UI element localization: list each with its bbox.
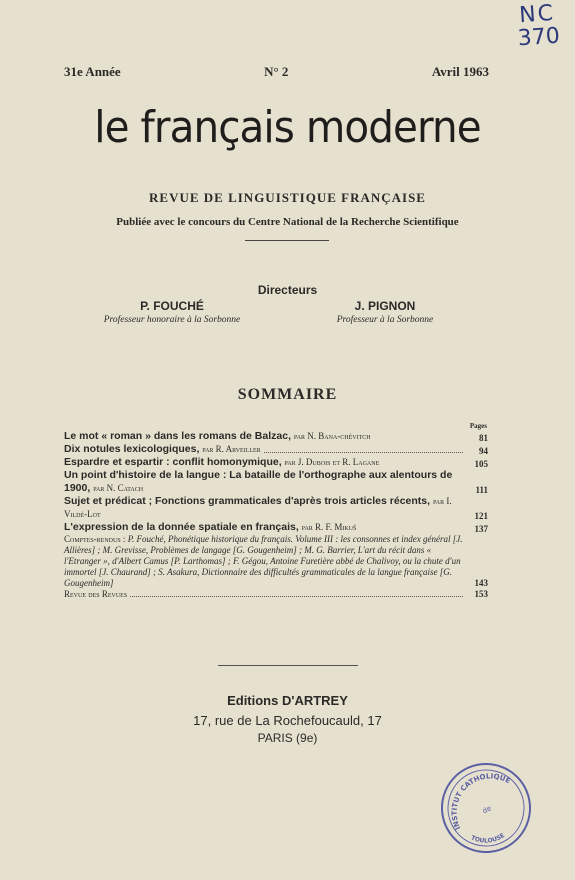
director-name: P. FOUCHÉ — [140, 299, 204, 313]
publication-note: Publiée avec le concours du Centre National de la Recherche Scientifique — [116, 216, 459, 228]
toc-title: Dix notules lexicologiques, — [64, 443, 200, 455]
publisher-name: Editions D'ARTREY — [227, 693, 348, 708]
publisher-city: PARIS (9e) — [257, 731, 318, 745]
contents-heading: SOMMAIRE — [237, 386, 338, 403]
handwritten-line-1: NC — [518, 0, 556, 29]
journal-title: le français moderne — [94, 102, 481, 153]
toc-page: 105 — [474, 459, 488, 469]
stamp-middle-text: de — [481, 804, 493, 816]
toc-page: 121 — [474, 511, 488, 521]
toc-author: par N. Catach — [93, 483, 144, 493]
toc-title: Sujet et prédicat ; Fonctions grammaticales d'après trois articles récents, — [64, 495, 431, 507]
toc-title: Le mot « roman » dans les romans de Balzac, — [64, 430, 291, 442]
toc-page: 143 — [474, 578, 488, 588]
pages-label: Pages — [469, 422, 487, 430]
toc-page: 137 — [474, 524, 488, 534]
toc-entry — [64, 521, 488, 534]
toc-author: par N. Bana-chévitch — [293, 431, 371, 441]
director-role: Professeur à la Sorbonne — [336, 315, 434, 325]
director-role: Professeur honoraire à la Sorbonne — [103, 315, 241, 325]
divider — [218, 665, 358, 666]
dot-leader — [264, 452, 463, 453]
directors-heading: Directeurs — [257, 283, 318, 297]
toc-entry — [64, 456, 488, 469]
stamp-top-text: INSTITUT CATHOLIQUE — [450, 772, 512, 831]
director-right — [300, 299, 470, 325]
director-left — [74, 299, 270, 325]
toc-title: Un point d'histoire de la langue : La bataille de l'orthographe aux alentours de 1900, — [64, 469, 453, 494]
toc-page: 81 — [479, 433, 488, 443]
toc-title: L'expression de la donnée spatiale en français, — [64, 521, 299, 533]
issue-year: 31e Année — [64, 64, 121, 79]
dot-leader — [130, 596, 463, 597]
handwritten-line-2: 370 — [516, 23, 561, 52]
toc-entry — [64, 430, 488, 443]
toc-author: par I. Vildé-Lot — [64, 496, 452, 519]
handwritten-shelfmark — [515, 1, 560, 52]
issue-date: Avril 1963 — [431, 64, 489, 79]
publisher-address: 17, rue de La Rochefoucauld, 17 — [193, 713, 382, 728]
toc-page: 94 — [479, 446, 488, 456]
issue-header — [64, 64, 489, 80]
revues-label: Revue des Revues — [64, 589, 128, 599]
toc-author: par R. F. Mikuš — [301, 522, 357, 532]
director-name: J. PIGNON — [354, 299, 416, 313]
toc-entry-reviews — [64, 534, 488, 589]
stamp-bottom-text: TOULOUSE — [469, 832, 507, 845]
toc-entry-revues — [64, 589, 488, 600]
toc-entry — [64, 469, 488, 495]
table-of-contents — [64, 430, 488, 600]
toc-author: par J. Dubois et R. Lagane — [284, 457, 380, 467]
reviews-text: P. Fouché, Phonétique historique du français. Volume III : les consonnes et index général [J. Allières] ; M. Grevisse, Problèmes de langage [G. Gougenheim] ; M. G. Barrier, L'art du récit dans « l'Etranger », d'Albert Camus [P. Larthomas] ; F. Gégou, Antoine Furetière abbé de Chalivoy, ou la chute d'un immortel [J. Chaurand] ; S. Asakura, Dictionnaire des difficultés grammaticales de la langue française [G. Gougenheim] — [64, 534, 463, 588]
library-stamp — [436, 758, 536, 858]
journal-subtitle: REVUE DE LINGUISTIQUE FRANÇAISE — [149, 190, 426, 205]
issue-number: N° 2 — [264, 64, 289, 79]
toc-page: 153 — [474, 589, 488, 599]
reviews-label: Comptes-rendus : — [64, 534, 126, 544]
divider — [245, 240, 329, 241]
toc-page: 111 — [475, 485, 488, 495]
toc-title: Espardre et espartir : conflit homonymique, — [64, 456, 282, 468]
toc-entry — [64, 495, 488, 521]
toc-author: par R. Arveiller — [202, 444, 261, 454]
toc-entry — [64, 443, 488, 456]
